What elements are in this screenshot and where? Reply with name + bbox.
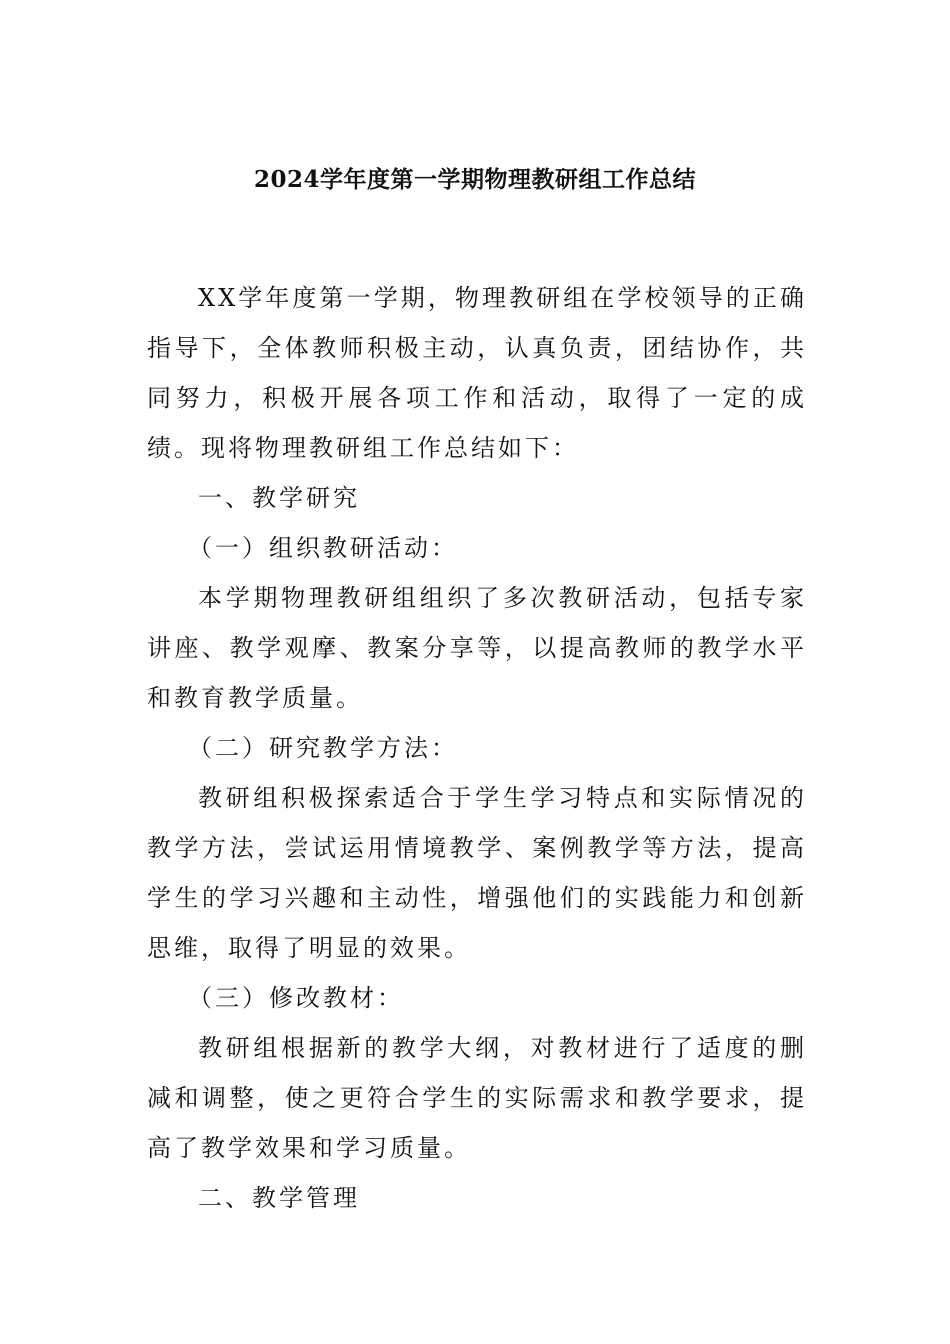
intro-paragraph: XX学年度第一学期，物理教研组在学校领导的正确指导下，全体教师积极主动，认真负责，团结协作，共同努力，积极开展各项工作和活动，取得了一定的成绩。现将物理教研组工作总结如下：: [147, 284, 807, 462]
paragraph-revise-materials: 教研组根据新的教学大纲，对教材进行了适度的删减和调整，使之更符合学生的实际需求和教学要求，提高了教学效果和学习质量。: [147, 1034, 807, 1162]
paragraph-teaching-methods: 教研组积极探索适合于学生学习特点和实际情况的教学方法，尝试运用情境教学、案例教学等方法，提高学生的学习兴趣和主动性，增强他们的实践能力和创新思维，取得了明显的效果。: [147, 784, 807, 962]
subheading-revise-materials: （三）修改教材：: [188, 984, 404, 1012]
subheading-teaching-methods: （二）研究教学方法：: [188, 734, 458, 762]
subheading-organize-activities: （一）组织教研活动：: [188, 534, 458, 562]
section-heading-teaching-management: 二、教学管理: [198, 1184, 360, 1212]
paragraph-organize-activities: 本学期物理教研组组织了多次教研活动，包括专家讲座、教学观摩、教案分享等，以提高教师的教学水平和教育教学质量。: [147, 584, 807, 712]
document-title: 2024学年度第一学期物理教研组工作总结: [253, 166, 696, 193]
document-body: [147, 273, 807, 1223]
section-heading-teaching-research: 一、教学研究: [198, 484, 360, 512]
